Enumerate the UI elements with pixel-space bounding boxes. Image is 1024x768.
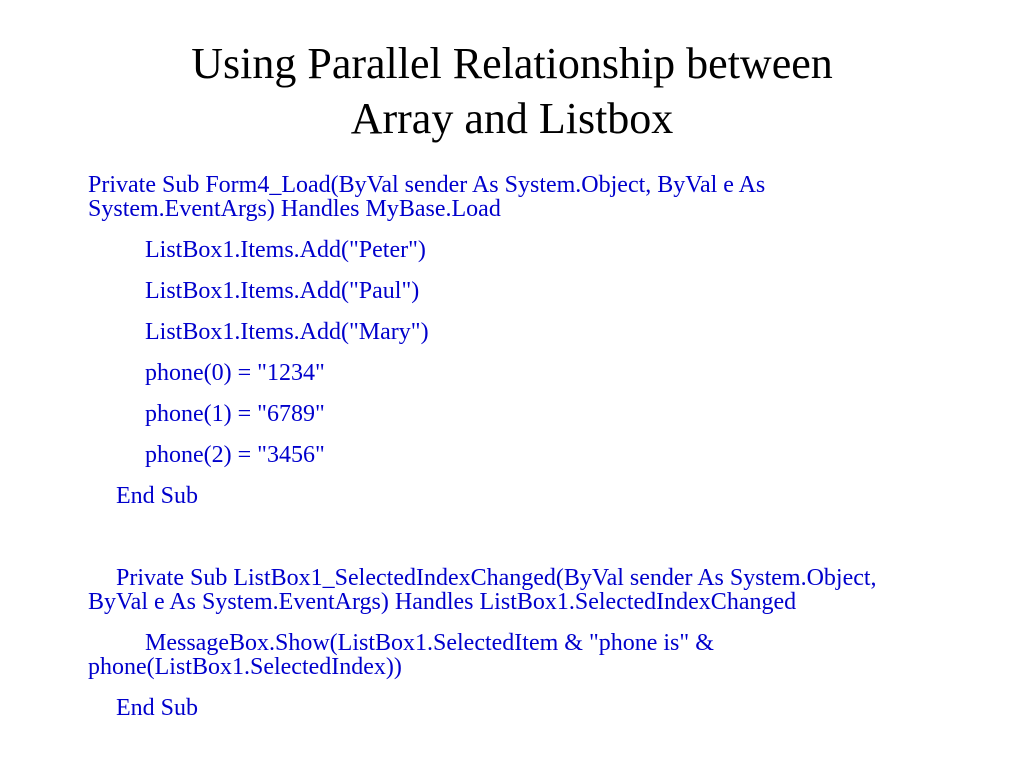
code-line-phone-1: phone(1) = "6789" xyxy=(145,401,325,427)
slide-title xyxy=(0,36,1024,146)
code-line-end-sub-1: End Sub xyxy=(116,483,199,509)
code-line-sub2-signature: Private Sub ListBox1_SelectedIndexChanged(ByVal sender As System.Object, ByVal e As System.EventArgs) Handles ListBox1.SelectedIndexChanged xyxy=(88,565,883,615)
code-line-add-mary: ListBox1.Items.Add("Mary") xyxy=(145,319,429,345)
code-block xyxy=(88,173,908,720)
code-line-add-paul: ListBox1.Items.Add("Paul") xyxy=(145,278,420,304)
code-line-sub1-signature: Private Sub Form4_Load(ByVal sender As System.Object, ByVal e As System.EventArgs) Handles MyBase.Load xyxy=(88,172,772,222)
code-line-messagebox: MessageBox.Show(ListBox1.SelectedItem & "phone is" & phone(ListBox1.SelectedIndex)) xyxy=(88,630,720,680)
code-line-phone-2: phone(2) = "3456" xyxy=(145,442,325,468)
code-line-add-peter: ListBox1.Items.Add("Peter") xyxy=(145,237,426,263)
slide-title-line-1: Using Parallel Relationship between xyxy=(191,39,833,88)
code-line-phone-0: phone(0) = "1234" xyxy=(145,360,325,386)
slide-title-line-2: Array and Listbox xyxy=(350,94,674,143)
code-line-end-sub-2: End Sub xyxy=(116,695,199,721)
